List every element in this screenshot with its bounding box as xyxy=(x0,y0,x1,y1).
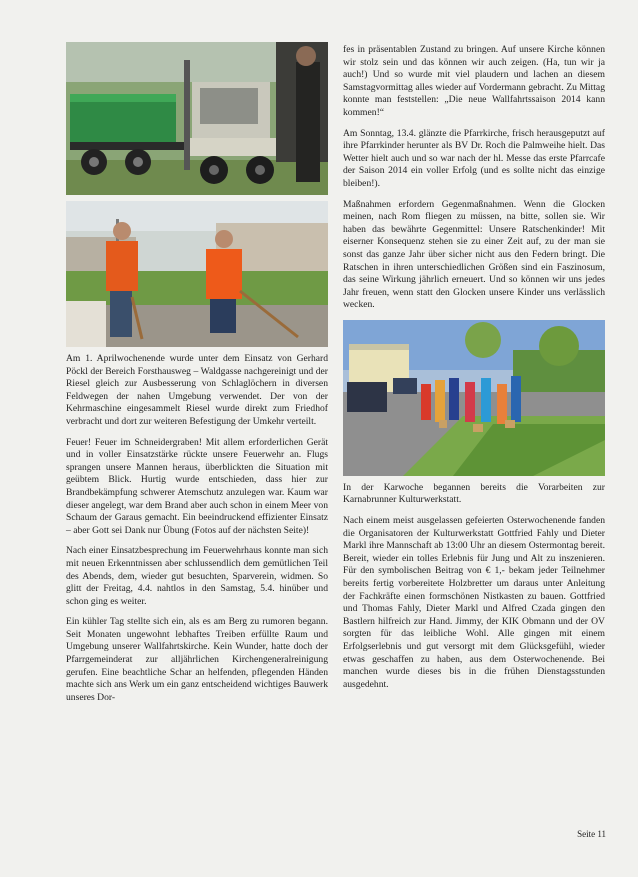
photo-sweeping-image xyxy=(66,201,328,347)
photo-street-sweeping xyxy=(66,201,328,347)
paragraph-feuerwehr-uebung: Feuer! Feuer im Schneidergraben! Mit allem erforderlichen Gerät und in voller Einsatzstärke rückte unsere Feuerwehr an. Flugs sprangen unsere Mannen heraus, überblickten die Situation mit geübtem Blick. Hurtig wurde entschieden, dass hier zur Brandbekämpfung schwerer Atemschutz anzulegen war. Kaum war dieser angelegt, war dem Brand aber auch schon in einem Meer von Schaum der Garaus gemacht. Ein beeindruckend effizienter Einsatz – aber Gott sei Dank nur Übung (Fotos auf der nächsten Seite)! xyxy=(66,436,328,536)
paragraph-palmsonntag: Am Sonntag, 13.4. glänzte die Pfarrkirche, frisch herausgeputzt auf ihre Pfarrkinder herunter als BV Dr. Roch die Palmweihe hielt. Das Wetter hielt auch und so war nach der hl. Messe das erste Pfarrcafe der Saison 2014 ein voller Erfolg (und es sollte nicht das einzige bleiben!). xyxy=(343,127,605,189)
paragraph-karwoche: In der Karwoche begannen bereits die Vorarbeiten zur Karnabrunner Kulturwerkstatt. xyxy=(343,481,605,506)
right-text-bottom xyxy=(343,482,605,692)
photo-group-image xyxy=(343,320,605,476)
paragraph-ostermontag-kulturwerkstatt: Nach einem meist ausgelassen gefeierten Osterwochenende fanden die Organisatoren der Kulturwerkstatt Gottfried Fahly und Dieter Markl ihre Mannschaft ab 13:00 Uhr an diesem Ostermontag bereit. Bereit, wieder ein tolles Erlebnis für Jung und Alt zu inszenieren. Für den symbolischen Beitrag von € 1,- bekam jeder Teilnehmer bereits fertig vorbereitete Holzbretter um daraus unter Anleitung der Fachkräfte einen formschönen Nistkasten zu bauen. Gottfried und Thomas Fahly, Dieter Markl und Alfred Czada gingen den Bastlern hilfreich zur Hand. Jimmy, der KIK Obmann und der OV sorgten für das leibliche Wohl. Alle gingen mit einem Erfolgserlebnis und gut versorgt mit dem Glücksgefühl, wieder etwas geschaffen zu haben, aus dem Osterwochenende. Bei manchen wurde dieses bis in die frühen Dienstagsstunden ausgedehnt. xyxy=(343,515,605,690)
paragraph-ratschenkinder: Maßnahmen erfordern Gegenmaßnahmen. Wenn die Glocken meinen, nach Rom fliegen zu müssen, na bitte, sollen sie. Wir haben das bewährte Gegenmittel: Unsere Ratschenkinder! Mit eiserner Konsequenz stehen sie zu einer Zeit auf, zu der man sie sonst das ganze Jahr über sicher nicht aus den Federn bringt. Die Ratschen in ihren unterschiedlichen Größen sind ein Faszinosum, das seine Wirkung jährlich erneuert. Und so können wir uns jedes Jahr freuen, wenn statt den Glocken unsere Kinder uns verlässlich wecken. xyxy=(343,198,605,311)
photo-kulturwerkstatt-group xyxy=(343,320,605,476)
paragraph-einsatzbesprechung: Nach einer Einsatzbesprechung im Feuerwehrhaus konnte man sich mit neuen Erkenntnissen aber schlussendlich dem gemütlichen Teil des Abends, dem, wieder gut besuchten, Sparverein, widmen. So glitt der Freitag, 4.4. nahtlos in den Samstag, 5.4. hinüber und schon ging es weiter. xyxy=(66,545,328,607)
paragraph-kirchenreinigung: Ein kühler Tag stellte sich ein, als es am Berg zu rumoren begann. Seit Monaten ungewohnt lebhaftes Treiben erfüllte Raum und Umgebung unserer Wallfahrtskirche. Kein Wunder, hatte doch der Pfarrgemeinderat zur alljährlichen Kirchengeneralreinigung gerufen. Eine beachtliche Schar an helfenden, pflegenden Händen machte sich ans Werk um ein ganz entscheidend wichtiges Bauwerk unseres Dor- xyxy=(66,616,328,703)
left-text xyxy=(66,353,328,704)
photo-forklift-truck xyxy=(66,42,328,195)
page-number: Seite 11 xyxy=(577,829,606,839)
right-text-top xyxy=(343,44,605,312)
photo-forklift-image xyxy=(66,42,328,195)
paragraph-forsthausweg: Am 1. Aprilwochenende wurde unter dem Einsatz von Gerhard Pöckl der Bereich Forsthausweg – Waldgasse nachgereinigt und der Riesel gleich zur Ausbesserung von Schlaglöchern in diversen Feldwegen der nahen Umgebung verwendet. Der von der Kehrmaschine eingesammelt Riesel wurde direkt zum Friedhof verbracht und dort zur weiteren Befestigung der Umkehr verteilt. xyxy=(66,353,328,427)
left-column xyxy=(66,42,328,712)
right-column xyxy=(343,44,605,699)
paragraph-kirche-fortsetzung: fes in präsentablen Zustand zu bringen. Auf unsere Kirche können wir stolz sein und das können wir auch zeigen. (Ha, tun wir ja auch!) Und so wurde mit viel plaudern und lachen an diesem Samstagvormittag alles wieder auf Vordermann gebracht. Zu Mittag konnte man feststellen: „Die neue Wallfahrtssaison 2014 kann kommen!“ xyxy=(343,44,605,118)
